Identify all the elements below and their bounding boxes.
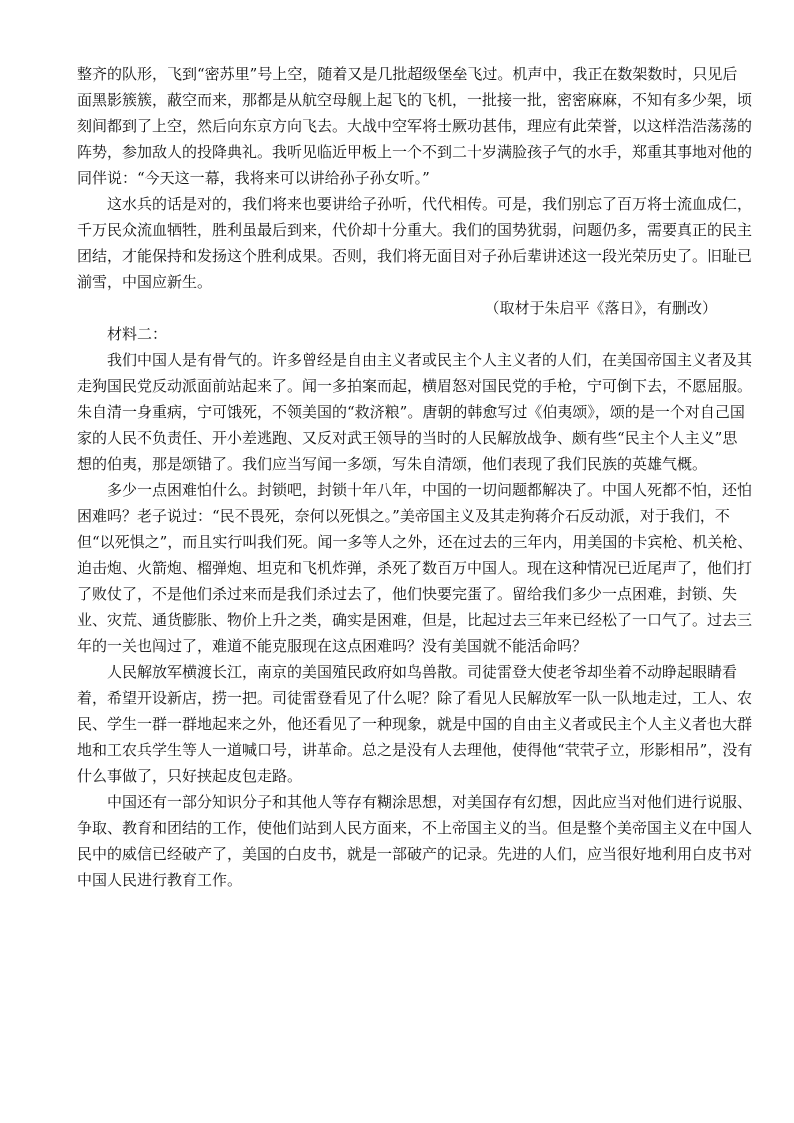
- text-line: 年的一关也闯过了，难道不能克服现在这点困难吗？没有美国就不能活命吗？: [77, 637, 588, 655]
- text-line: 但“以死惧之”，而且实行叫我们死。闻一多等人之外，还在过去的三年内，用美国的卡宾枪、机关枪、: [77, 533, 753, 551]
- text-line: 着，希望开设新店，捞一把。司徒雷登看见了什么呢？除了看见人民解放军一队一队地走过，工人、农: [77, 689, 753, 707]
- text-line: 刻间都到了上空，然后向东京方向飞去。大战中空军将士厥功甚伟，理应有此荣誉，以这样浩浩荡荡的: [77, 117, 753, 135]
- text-line: 地和工农兵学生等人一道喊口号，讲革命。总之是没有人去理他，使得他“茕茕孑立，形影相吊”，没有: [77, 741, 753, 759]
- paragraph-5: [77, 659, 753, 789]
- paragraph-3: [77, 347, 753, 477]
- document-page: [77, 61, 753, 893]
- text-line: 团结，才能保持和发扬这个胜利成果。否则，我们将无面目对子孙后辈讲述这一段光荣历史了。旧耻已: [77, 247, 753, 265]
- text-line: 整齐的队形，飞到“密苏里”号上空，随着又是几批超级堡垒飞过。机声中，我正在数架数时，只见后: [77, 65, 738, 83]
- text-line: 中国还有一部分知识分子和其他人等存有糊涂思想，对美国存有幻想，因此应当对他们进行说服、: [107, 793, 753, 811]
- paragraph-4: [77, 477, 753, 659]
- paragraph-1: [77, 61, 753, 191]
- text-line: 想的伯夷，那是颂错了。我们应当写闻一多颂，写朱自清颂，他们表现了我们民族的英雄气概。: [77, 455, 708, 473]
- text-line: 民、学生一群一群地起来之外，他还看见了一种现象，就是中国的自由主义者或民主个人主义者也大群: [77, 715, 753, 733]
- text-line: 朱自清一身重病，宁可饿死，不领美国的“救济粮”。唐朝的韩愈写过《伯夷颂》，颂的是一个对自己国: [77, 403, 745, 421]
- text-line: 走狗国民党反动派面前站起来了。闻一多拍案而起，横眉怒对国民党的手枪，宁可倒下去，不愿屈服。: [77, 377, 753, 395]
- text-line: 中国人民进行教育工作。: [77, 871, 243, 889]
- text-line: 面黑影簇簇，蔽空而来，那都是从航空母舰上起飞的飞机，一批接一批，密密麻麻，不知有多少架，顷: [77, 91, 753, 109]
- text-line: 民中的威信已经破产了，美国的白皮书，就是一部破产的记录。先进的人们，应当很好地利用白皮书对: [77, 845, 753, 863]
- text-line: 这水兵的话是对的，我们将来也要讲给子孙听，代代相传。可是，我们别忘了百万将士流血成仁，: [107, 195, 753, 213]
- text-line: 争取、教育和团结的工作，使他们站到人民方面来，不上帝国主义的当。但是整个美帝国主义在中国人: [77, 819, 753, 837]
- text-line: 业、灾荒、通货膨胀、物价上升之类，确实是困难，但是，比起过去三年来已经松了一口气了。过去三: [77, 611, 753, 629]
- text-line: 我们中国人是有骨气的。许多曾经是自由主义者或民主个人主义者的人们，在美国帝国主义者及其: [107, 351, 753, 369]
- text-line: 同伴说：“今天这一幕，我将来可以讲给孙子孙女听。”: [77, 169, 430, 187]
- text-line: 千万民众流血牺牲，胜利虽最后到来，代价却十分重大。我们的国势犹弱，问题仍多，需要真正的民主: [77, 221, 753, 239]
- text-line: 迫击炮、火箭炮、榴弹炮、坦克和飞机炸弹，杀死了数百万中国人。现在这种情况已近尾声了，他们打: [77, 559, 753, 577]
- text-line: 人民解放军横渡长江，南京的美国殖民政府如鸟兽散。司徒雷登大使老爷却坐着不动睁起眼睛看: [107, 663, 738, 681]
- text-line: 湔雪，中国应新生。: [77, 273, 213, 291]
- material-label: 材料二：: [107, 325, 168, 343]
- text-line: 家的人民不负责任、开小差逃跑、又反对武王领导的当时的人民解放战争、颇有些“民主个人主义”思: [77, 429, 738, 447]
- paragraph-6: [77, 789, 753, 893]
- text-line: 阵势，参加敌人的投降典礼。我听见临近甲板上一个不到二十岁满脸孩子气的水手，郑重其事地对他的: [77, 143, 753, 161]
- paragraph-2: [77, 191, 753, 295]
- source-citation: （取材于朱启平《落日》，有删改）: [484, 299, 717, 317]
- text-line: 多少一点困难怕什么。封锁吧，封锁十年八年，中国的一切问题都解决了。中国人死都不怕，还怕: [107, 481, 753, 499]
- text-line: 了败仗了，不是他们杀过来而是我们杀过去了，他们快要完蛋了。留给我们多少一点困难，封锁、失: [77, 585, 738, 603]
- text-line: 什么事做了，只好挟起皮包走路。: [77, 767, 303, 785]
- text-line: 困难吗？老子说过：“民不畏死，奈何以死惧之。”美帝国主义及其走狗蒋介石反动派，对于我们，不: [77, 507, 730, 525]
